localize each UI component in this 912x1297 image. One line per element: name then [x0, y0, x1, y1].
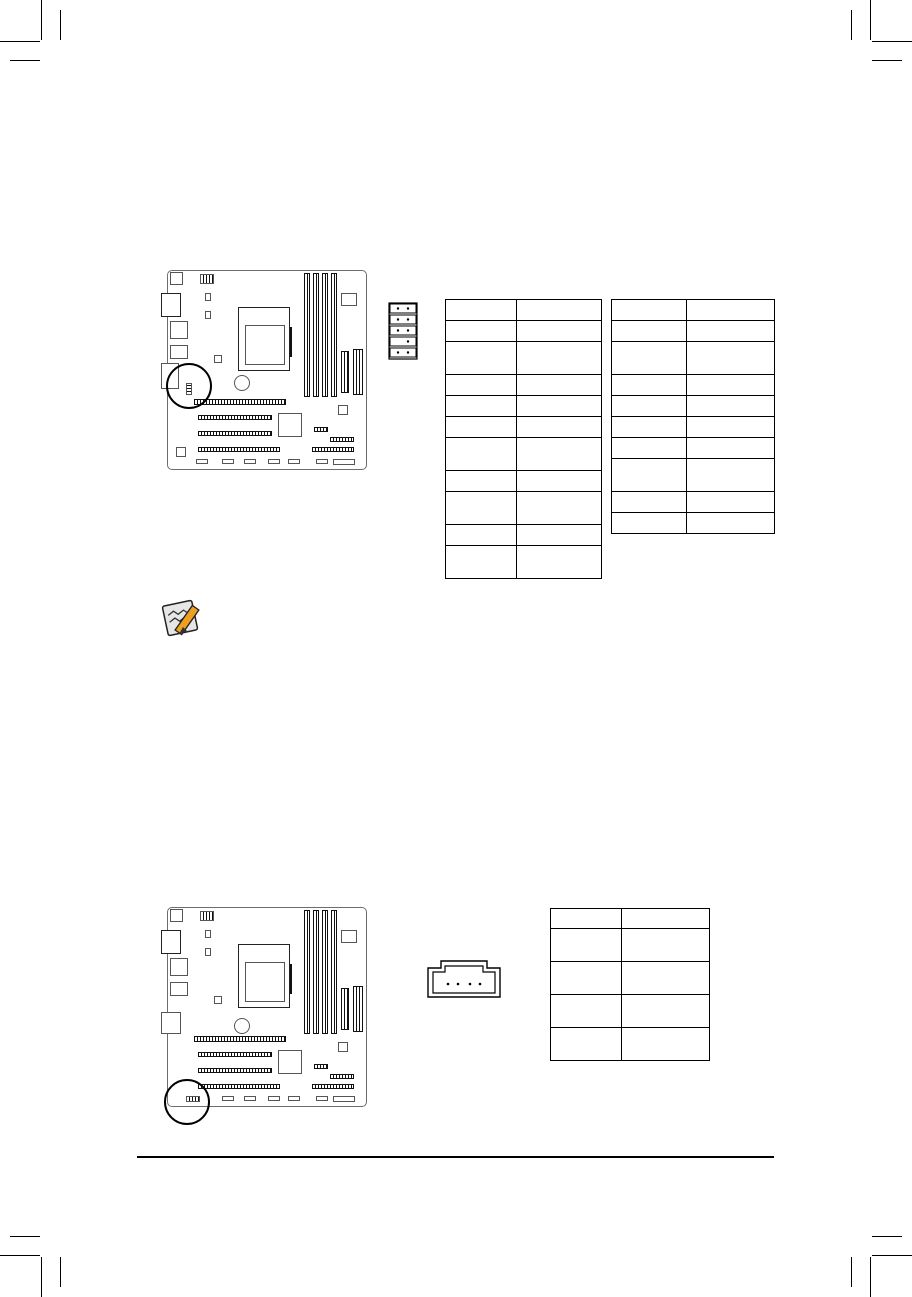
pin-table-right [611, 299, 775, 534]
crop-mark-bottom-left-v [41, 1257, 42, 1297]
sata-connector [314, 1064, 328, 1069]
pin-table-left [445, 299, 602, 579]
crop-mark-bottom-left-v2 [60, 1257, 61, 1287]
table-row [446, 471, 602, 492]
battery [234, 1018, 250, 1034]
table-row [612, 342, 775, 375]
southbridge-chip [278, 1050, 302, 1074]
10-pin-header-icon [388, 302, 418, 360]
table-row [612, 396, 775, 417]
crop-mark-bottom-left-h [0, 1255, 40, 1256]
table-row [446, 417, 602, 438]
crop-mark-top-right-v2 [851, 10, 852, 40]
front-panel-header [333, 459, 355, 465]
sata-connector [314, 427, 328, 432]
table-row [612, 459, 775, 492]
sata-connector [312, 1084, 354, 1089]
crop-mark-bottom-left-h2 [10, 1236, 40, 1237]
southbridge-chip [278, 413, 302, 437]
table-row [446, 438, 602, 471]
rear-io-port [161, 1012, 181, 1034]
chip [338, 405, 348, 415]
table-row [612, 300, 775, 321]
audio-header [176, 447, 186, 457]
bottom-header [244, 1096, 256, 1101]
table-row [551, 929, 710, 962]
crop-mark-top-right-h [872, 41, 912, 42]
capacitor [214, 996, 222, 1004]
table-row [612, 438, 775, 459]
pencil-note-icon [157, 597, 207, 639]
fan-header [205, 311, 211, 319]
cpu-socket-inner [245, 325, 285, 365]
cpu-lever [290, 327, 292, 357]
dimm-slot [313, 910, 319, 1034]
crop-mark-bottom-right-h [872, 1255, 912, 1256]
dimm-slot [331, 273, 337, 397]
table-row [446, 375, 602, 396]
table-row [612, 513, 775, 534]
crop-mark-top-left-h2 [10, 60, 40, 61]
sata-connector [330, 437, 354, 442]
atx-power-24pin [353, 349, 363, 395]
rear-io-port [161, 930, 181, 954]
highlight-circle-bottom [164, 1079, 210, 1125]
pcie-slot [198, 447, 280, 452]
pcie-slot [198, 1084, 280, 1089]
atx-power-4pin [200, 911, 214, 921]
bottom-header [222, 459, 234, 464]
cpu-lever [290, 964, 292, 994]
dimm-slot [304, 910, 310, 1034]
atx-power-24pin [353, 986, 363, 1032]
pci-slot [198, 415, 272, 420]
crop-mark-top-left-h [0, 41, 40, 42]
fan-pin-table [550, 908, 710, 1061]
table-row [612, 375, 775, 396]
ide-connector [341, 351, 349, 393]
pcie-x16-slot [194, 1036, 286, 1042]
table-row [446, 321, 602, 342]
footer-rule [137, 1156, 774, 1158]
table-row [551, 909, 710, 929]
bottom-header [316, 459, 328, 464]
table-row [612, 417, 775, 438]
rear-io-port [170, 958, 188, 976]
table-row [446, 525, 602, 546]
table-row [446, 300, 602, 321]
table-row [612, 492, 775, 513]
table-row [551, 962, 710, 995]
rear-io-port [170, 982, 188, 996]
dimm-slot [304, 273, 310, 397]
fan-header [205, 930, 211, 938]
crop-mark-top-right-v [870, 0, 871, 40]
crop-mark-top-left-v [41, 0, 42, 40]
crop-mark-top-left-v2 [60, 10, 61, 40]
sata-connector [330, 1074, 354, 1079]
chip [338, 1042, 348, 1052]
chip [341, 293, 357, 306]
crop-mark-bottom-right-v2 [851, 1257, 852, 1287]
bottom-header [268, 1096, 280, 1101]
chip [341, 930, 357, 943]
rear-io-port [161, 293, 181, 317]
fan-header [205, 293, 211, 301]
sata-connector [312, 447, 354, 452]
bottom-header [288, 459, 300, 464]
ide-connector [341, 988, 349, 1030]
dimm-slot [331, 910, 337, 1034]
rear-io-port [170, 345, 188, 359]
pcie-x16-slot [194, 399, 286, 405]
bottom-header [222, 1096, 234, 1101]
capacitor [214, 355, 222, 363]
rear-io-port [170, 909, 183, 922]
bottom-header [196, 459, 208, 464]
crop-mark-bottom-right-h2 [872, 1236, 902, 1237]
crop-mark-top-right-h2 [872, 60, 902, 61]
bottom-header [244, 459, 256, 464]
pci-slot [198, 1068, 272, 1073]
front-panel-header [333, 1096, 355, 1102]
motherboard-layout-bottom [167, 907, 367, 1107]
table-row [551, 995, 710, 1028]
4-pin-fan-connector-icon [427, 960, 501, 998]
battery [234, 375, 250, 391]
bottom-header [268, 459, 280, 464]
table-row [446, 342, 602, 375]
pci-slot [198, 1052, 272, 1057]
highlight-circle-top [166, 363, 212, 409]
rear-io-port [170, 272, 183, 285]
dimm-slot [322, 273, 328, 397]
rear-io-port [170, 321, 188, 339]
bottom-header [288, 1096, 300, 1101]
table-row [446, 546, 602, 579]
cpu-socket-inner [245, 962, 285, 1002]
table-row [446, 492, 602, 525]
bottom-header [316, 1096, 328, 1101]
table-row [446, 396, 602, 417]
table-row [612, 321, 775, 342]
crop-mark-bottom-right-v [870, 1257, 871, 1297]
fan-header [205, 948, 211, 956]
dimm-slot [322, 910, 328, 1034]
dimm-slot [313, 273, 319, 397]
table-row [551, 1028, 710, 1061]
atx-power-4pin [200, 274, 214, 284]
pci-slot [198, 431, 272, 436]
